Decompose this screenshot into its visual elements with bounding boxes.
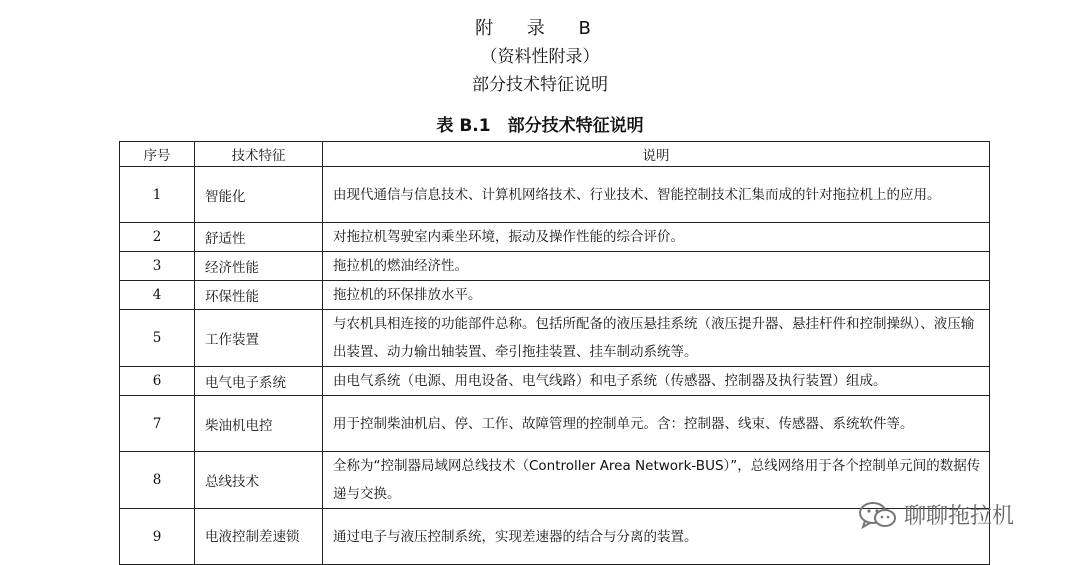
row-feature: 工作装置 <box>195 310 323 367</box>
appendix-note: （资料性附录） <box>480 47 600 67</box>
table-row <box>120 223 990 252</box>
row-feature: 总线技术 <box>195 452 323 509</box>
row-desc: 与农机具相连接的功能部件总称。包括所配备的液压悬挂系统（液压提升器、悬挂杆件和控制操纵）、液压输出装置、动力输出轴装置、牵引拖挂装置、挂车制动系统等。 <box>323 310 990 367</box>
row-desc: 用于控制柴油机启、停、工作、故障管理的控制单元。含：控制器、线束、传感器、系统软件等。 <box>323 396 990 452</box>
row-desc: 对拖拉机驾驶室内乘坐环境，振动及操作性能的综合评价。 <box>323 223 990 252</box>
row-feature: 柴油机电控 <box>195 396 323 452</box>
row-desc: 通过电子与液压控制系统，实现差速器的结合与分离的装置。 <box>323 509 990 565</box>
row-no: 2 <box>120 223 195 252</box>
row-desc: 全称为“控制器局域网总线技术（Controller Area Network-BUS）”，总线网络用于各个控制单元间的数据传递与交换。 <box>323 452 990 509</box>
table-row <box>120 310 990 367</box>
row-no: 7 <box>120 396 195 452</box>
table-row <box>120 252 990 281</box>
table-header-row <box>120 142 990 167</box>
wechat-icon <box>858 500 898 530</box>
row-desc: 由现代通信与信息技术、计算机网络技术、行业技术、智能控制技术汇集而成的针对拖拉机上的应用。 <box>323 167 990 223</box>
header-no: 序号 <box>120 142 195 167</box>
row-no: 8 <box>120 452 195 509</box>
row-no: 9 <box>120 509 195 565</box>
table-caption: 表 B.1 部分技术特征说明 <box>436 116 644 136</box>
appendix-label: 附 录 B <box>475 18 605 39</box>
row-feature: 舒适性 <box>195 223 323 252</box>
table-row <box>120 167 990 223</box>
row-no: 1 <box>120 167 195 223</box>
row-no: 5 <box>120 310 195 367</box>
row-desc: 由电气系统（电源、用电设备、电气线路）和电子系统（传感器、控制器及执行装置）组成。 <box>323 367 990 396</box>
header-desc: 说明 <box>323 142 990 167</box>
header-feature: 技术特征 <box>195 142 323 167</box>
watermark <box>858 499 1014 530</box>
doc-title: 部分技术特征说明 <box>472 75 608 95</box>
table-row <box>120 396 990 452</box>
row-desc: 拖拉机的燃油经济性。 <box>323 252 990 281</box>
row-feature: 智能化 <box>195 167 323 223</box>
table-row <box>120 367 990 396</box>
row-feature: 环保性能 <box>195 281 323 310</box>
row-no: 6 <box>120 367 195 396</box>
row-no: 3 <box>120 252 195 281</box>
row-feature: 电液控制差速锁 <box>195 509 323 565</box>
table-row <box>120 281 990 310</box>
row-desc: 拖拉机的环保排放水平。 <box>323 281 990 310</box>
row-no: 4 <box>120 281 195 310</box>
row-feature: 电气电子系统 <box>195 367 323 396</box>
row-feature: 经济性能 <box>195 252 323 281</box>
watermark-text: 聊聊拖拉机 <box>904 504 1015 529</box>
